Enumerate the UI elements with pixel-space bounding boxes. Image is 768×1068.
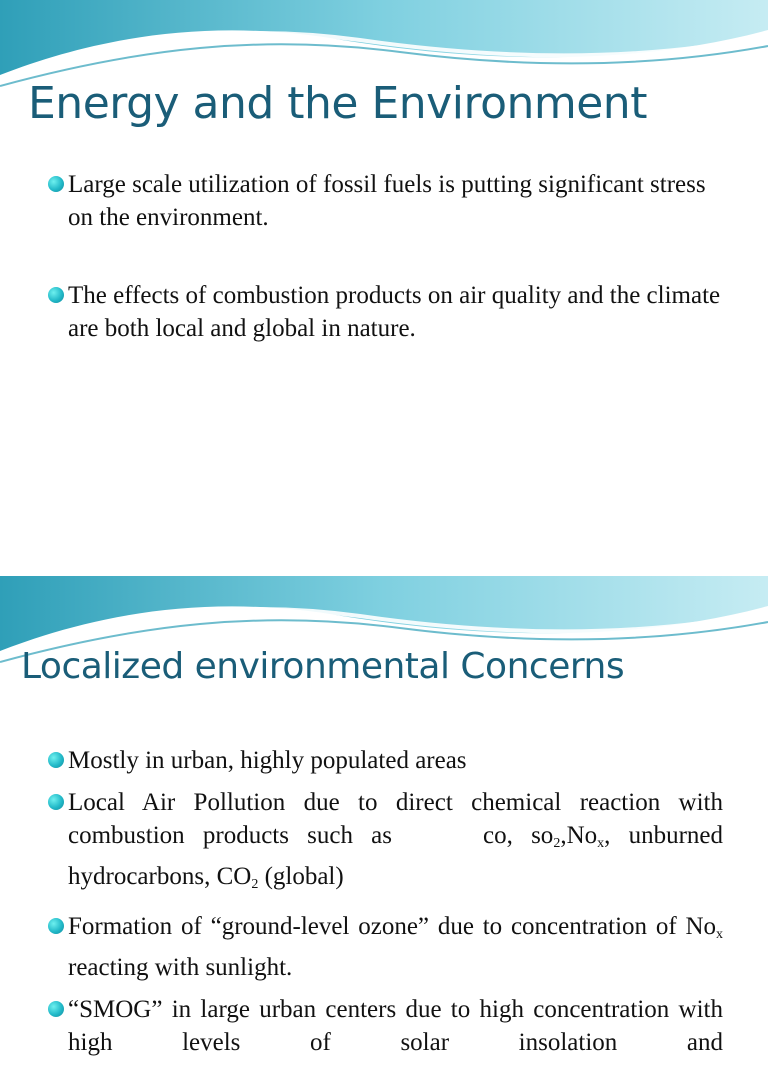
list-item	[48, 993, 723, 1059]
bullet-icon	[48, 176, 64, 192]
list-item	[48, 168, 728, 234]
bullet-text: Mostly in urban, highly populated areas	[68, 747, 467, 774]
bullet-icon	[48, 794, 64, 810]
slide-title: Energy and the Environment	[28, 78, 647, 129]
bullet-text: Large scale utilization of fossil fuels is putting significant stress on the environment.	[68, 171, 706, 231]
bullet-icon	[48, 287, 64, 303]
bullet-list	[48, 744, 723, 1068]
bullet-icon	[48, 752, 64, 768]
bullet-list	[48, 168, 728, 390]
slide-title: Localized environmental Concerns	[21, 646, 625, 687]
bullet-icon	[48, 1001, 64, 1017]
bullet-text: “SMOG” in large urban centers due to high concentration with high levels of solar insolation and	[68, 996, 723, 1056]
list-item	[48, 279, 728, 345]
bullet-text: Formation of “ground-level ozone” due to concentration of $No_x$ reacting with sunlight.	[68, 913, 723, 981]
list-item	[48, 744, 723, 777]
slide-2	[0, 576, 768, 1056]
bullet-text: Local Air Pollution due to direct chemical reaction with combustion products such as co, $so_2,No_x$, unburned hydrocarbons, $CO_2$ (global)	[68, 789, 723, 892]
bullet-text: The effects of combustion products on air quality and the climate are both local and global in nature.	[68, 282, 721, 342]
list-item	[48, 786, 723, 901]
bullet-icon	[48, 918, 64, 934]
list-item	[48, 910, 723, 984]
